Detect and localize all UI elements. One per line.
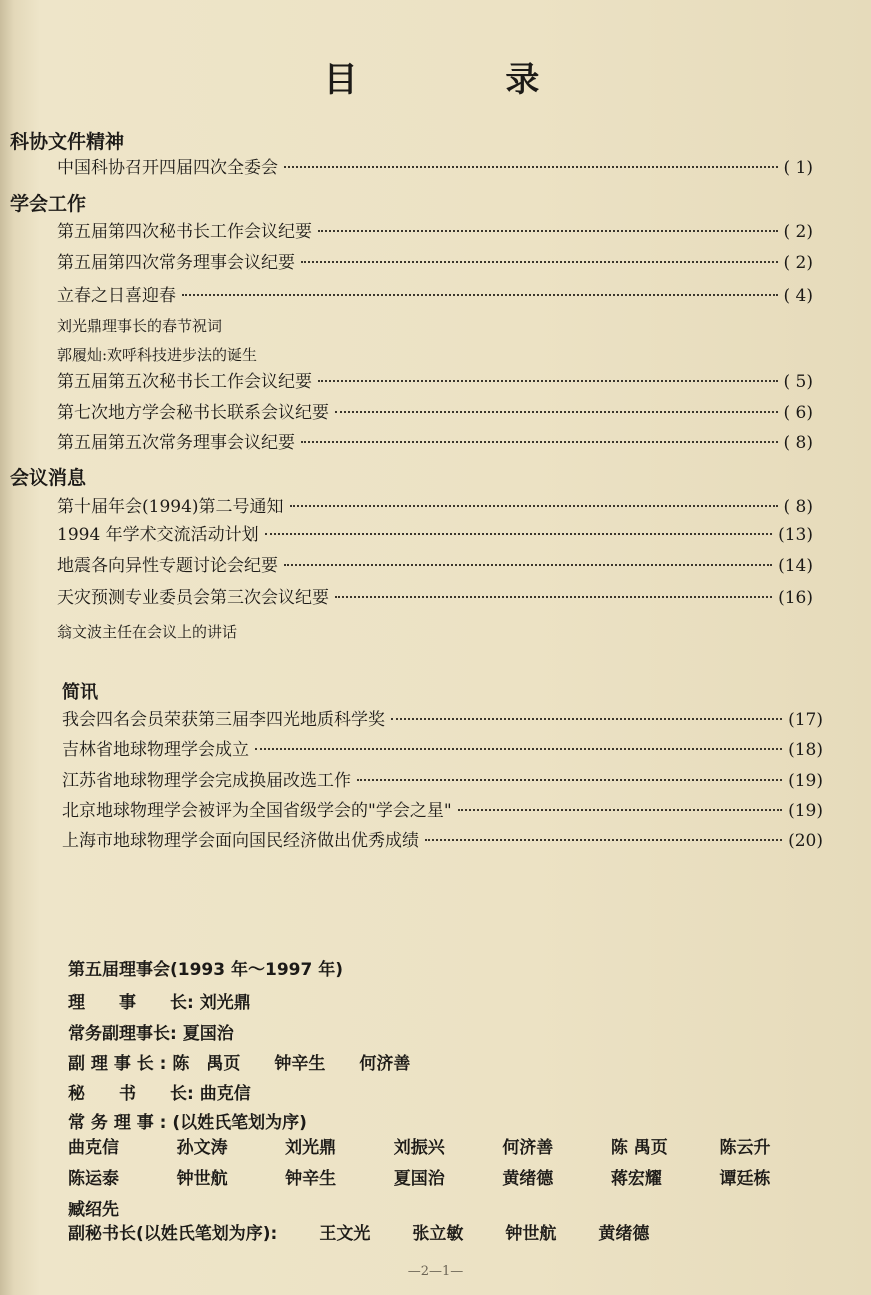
member-name: 陈运泰 bbox=[68, 1169, 119, 1189]
member-name: 刘光鼎 bbox=[285, 1138, 337, 1158]
member-name: 陈云升 bbox=[719, 1138, 771, 1158]
toc-entry[interactable]: 第七次地方学会秘书长联系会议纪要 ( 6) bbox=[57, 403, 813, 423]
council-chairman: 理 事 长: 刘光鼎 bbox=[68, 993, 251, 1013]
toc-entry[interactable]: 上海市地球物理学会面向国民经济做出优秀成绩 (20) bbox=[62, 831, 823, 851]
toc-entry[interactable]: 第五届第五次常务理事会议纪要 ( 8) bbox=[57, 433, 813, 453]
toc-subentry: 郭履灿:欢呼科技进步法的诞生 bbox=[57, 346, 258, 364]
page-number: —2—1— bbox=[407, 1264, 464, 1279]
member-name: 黄绪德 bbox=[502, 1169, 554, 1189]
toc-entry[interactable]: 1994 年学术交流活动计划 (13) bbox=[57, 525, 813, 545]
member-row bbox=[68, 1130, 828, 1161]
member-name: 黄绪德 bbox=[598, 1224, 650, 1244]
section-heading: 科协文件精神 bbox=[10, 131, 125, 153]
member-name: 张立敏 bbox=[412, 1224, 464, 1244]
member-name: 何济善 bbox=[502, 1138, 554, 1158]
member-name: 蒋宏耀 bbox=[610, 1169, 662, 1189]
council-secretary: 秘 书 长: 曲克信 bbox=[68, 1084, 251, 1104]
toc-entry[interactable]: 吉林省地球物理学会成立 (18) bbox=[62, 740, 823, 760]
member-name: 夏国治 bbox=[393, 1169, 445, 1189]
toc-entry[interactable]: 第五届第四次常务理事会议纪要 ( 2) bbox=[57, 253, 813, 273]
council-heading: 第五届理事会(1993 年～1997 年) bbox=[68, 960, 344, 980]
toc-entry[interactable]: 北京地球物理学会被评为全国省级学会的"学会之星" (19) bbox=[62, 801, 823, 821]
vice-secretaries-label: 副秘书长(以姓氏笔划为序): bbox=[68, 1224, 278, 1244]
toc-entry[interactable]: 立春之日喜迎春 ( 4) bbox=[57, 286, 813, 306]
member-row bbox=[68, 1161, 828, 1192]
toc-entry[interactable]: 中国科协召开四届四次全委会 ( 1) bbox=[57, 158, 813, 178]
news-heading: 简讯 bbox=[62, 682, 98, 703]
member-name: 谭廷栋 bbox=[719, 1169, 771, 1189]
member-name: 孙文涛 bbox=[176, 1138, 228, 1158]
toc-entry[interactable]: 第十届年会(1994)第二号通知 ( 8) bbox=[57, 497, 813, 517]
member-name: 钟世航 bbox=[505, 1224, 557, 1244]
council-exec-vice: 常务副理事长: 夏国治 bbox=[68, 1024, 234, 1044]
member-name: 钟世航 bbox=[176, 1169, 228, 1189]
toc-entry[interactable]: 地震各向异性专题讨论会纪要 (14) bbox=[57, 556, 813, 576]
toc-entry[interactable]: 第五届第四次秘书长工作会议纪要 ( 2) bbox=[57, 222, 813, 242]
toc-entry[interactable]: 天灾预测专业委员会第三次会议纪要 (16) bbox=[57, 588, 813, 608]
member-name: 王文光 bbox=[319, 1224, 371, 1244]
council-vice: 副 理 事 长 : 陈 禺页 钟辛生 何济善 bbox=[68, 1054, 411, 1074]
member-name: 刘振兴 bbox=[393, 1138, 445, 1158]
member-name: 钟辛生 bbox=[285, 1169, 337, 1189]
toc-subentry: 翁文波主任在会议上的讲话 bbox=[57, 623, 238, 641]
standing-members bbox=[68, 1130, 828, 1223]
section-heading: 学会工作 bbox=[10, 193, 87, 215]
toc-entry[interactable]: 江苏省地球物理学会完成换届改选工作 (19) bbox=[62, 771, 823, 791]
member-name: 臧绍先 bbox=[68, 1200, 119, 1220]
member-name: 曲克信 bbox=[68, 1138, 119, 1158]
page-title: 目 录 bbox=[323, 60, 608, 100]
member-name: 陈 禺页 bbox=[610, 1138, 668, 1158]
vice-secretaries bbox=[68, 1219, 649, 1244]
toc-subentry: 刘光鼎理事长的春节祝词 bbox=[57, 317, 223, 335]
toc-entry[interactable]: 第五届第五次秘书长工作会议纪要 ( 5) bbox=[57, 372, 813, 392]
standing-heading: 常 务 理 事 : (以姓氏笔划为序) bbox=[68, 1113, 307, 1133]
toc-entry[interactable]: 我会四名会员荣获第三届李四光地质科学奖 (17) bbox=[62, 710, 823, 730]
section-heading: 会议消息 bbox=[10, 467, 87, 489]
